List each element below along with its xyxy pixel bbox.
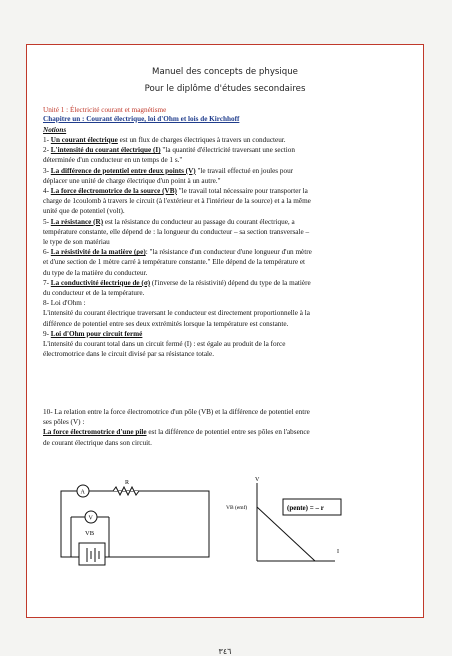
document-subtitle: Pour le diplôme d'études secondaires [144, 84, 306, 94]
line-text: ses pôles (V) : [43, 418, 85, 427]
notion-line [43, 155, 415, 165]
notion-line [43, 227, 415, 237]
line-text: "la quantité d'électricité traversant une section [160, 146, 295, 155]
resistor-label: R [125, 480, 130, 486]
item-number: 2- [43, 146, 51, 155]
section10-line [43, 417, 415, 427]
resistor-symbol [113, 487, 139, 495]
notion-line [43, 196, 415, 206]
notion-line [43, 237, 415, 247]
notion-line [43, 349, 415, 359]
source-label: VB [85, 530, 95, 537]
line-text: température constante, elle dépend de : la longueur du conducteur – sa section transversale – [43, 227, 310, 236]
term: L'intensité du courant électrique (I) [50, 146, 161, 155]
term: Un courant électrique [50, 136, 118, 144]
graph-slope-label: (pente) = – r [287, 504, 324, 512]
line-text: le type de son matériau [43, 238, 110, 246]
notion-line [43, 329, 415, 339]
notions-heading: Notions [43, 126, 67, 134]
line-text: et d'une section de 1 mètre carré à température constante." Elle dépend de la température et [43, 258, 306, 267]
chapter-heading: Chapitre un : Courant électrique, loi d'Ohm et lois de Kirchhoff [43, 115, 240, 123]
line-text: est la différence de potentiel entre ses pôles en l'absence [146, 428, 310, 437]
graph-intercept-label: VB (emf) [226, 505, 248, 511]
notion-line [43, 145, 415, 155]
line-text: L'intensité du courant électrique traversant le conducteur est directement proportionnelle à la [43, 309, 310, 318]
item-number: 7- [43, 278, 51, 287]
ammeter-label: A [80, 489, 85, 496]
notion-line [43, 206, 415, 216]
notion-line [43, 339, 415, 349]
term: La force électromotrice d'une pile [43, 428, 147, 437]
graph-y-label: V [255, 477, 260, 483]
notion-line [43, 268, 415, 278]
item-number: 5- [43, 217, 51, 226]
line-text: différence de potentiel entre ses deux extrémités lorsque la température est constante. [43, 319, 289, 328]
notion-line [43, 247, 415, 257]
line-text: du type de la matière du conducteur. [43, 268, 148, 277]
graph-x-label: I [337, 549, 339, 555]
document-page [26, 44, 424, 656]
circuit-diagram [61, 485, 209, 565]
line-text: 10- La relation entre la force électromotrice d'un pôle (VB) et la différence de potentiel entre [43, 408, 310, 416]
term: La différence de potentiel entre deux points (V) [50, 166, 196, 175]
item-number: 3- [43, 166, 51, 175]
circuit-and-graph-figure [43, 475, 415, 575]
line-text: déterminée d'un conducteur en un temps de 1 s." [43, 156, 183, 165]
line-text: est la résistance du conducteur au passage du courant électrique, a [103, 217, 295, 226]
line-text: est un flux de charges électriques à travers un conducteur. [117, 136, 286, 144]
term: La résistance (R) [50, 217, 104, 226]
notion-line [43, 308, 415, 318]
line-text: 8- Loi d'Ohm : [43, 299, 86, 308]
voltmeter-label: V [88, 515, 93, 522]
line-text: : "la résistance d'un conducteur d'une longueur d'un mètre [145, 248, 312, 257]
line-text: charge de 1coulomb à travers le circuit (à l'extérieur et à l'intérieur de la source) et a la même [43, 197, 311, 206]
line-text: (l'inverse de la résistivité) dépend du type de la matière [150, 278, 311, 287]
line-text: de courant électrique dans son circuit. [43, 438, 152, 447]
line-text: "le travail total nécessaire pour transporter la [176, 187, 308, 195]
notion-line [43, 217, 415, 227]
term: La conductivité électrique de (σ) [50, 278, 151, 287]
term: La force électromotrice de la source (VB) [50, 187, 177, 195]
item-number: 4- [43, 187, 51, 195]
page-number: ٣٤٦ [218, 647, 232, 656]
item-number: 9- [43, 329, 51, 338]
notion-line [43, 166, 415, 176]
section10-line [43, 427, 415, 437]
vi-graph [257, 483, 341, 561]
item-number: 1- [43, 136, 51, 144]
notion-line [43, 298, 415, 308]
notion-line [43, 319, 415, 329]
item-number: 6- [43, 248, 51, 257]
line-text: du conducteur et de la température. [43, 289, 145, 297]
section10-line [43, 438, 415, 448]
section10-line [43, 407, 415, 417]
notion-line [43, 176, 415, 186]
notion-line [43, 135, 415, 145]
line-text: déplacer une unité de charge électrique d'un point à un autre." [43, 176, 221, 185]
line-text: électromotrice dans le circuit divisé par sa résistance totale. [43, 350, 215, 359]
term: La résistivité de la matière (ρe) [50, 248, 146, 257]
battery-box [79, 543, 105, 565]
notion-line [43, 257, 415, 267]
line-text: L'intensité du courant total dans un circuit fermé (I) : est égale au produit de la force [43, 340, 286, 348]
notion-line [43, 278, 415, 288]
term: Loi d'Ohm pour circuit fermé [50, 329, 143, 338]
notion-line [43, 186, 415, 196]
line-text: unité que de potentiel (volt). [43, 207, 125, 216]
notion-line [43, 288, 415, 298]
document-title: Manuel des concepts de physique [152, 67, 298, 77]
line-text: "le travail effectué en joules pour [195, 166, 294, 175]
unit-heading: Unité 1 : Électricité courant et magnétisme [43, 106, 167, 114]
